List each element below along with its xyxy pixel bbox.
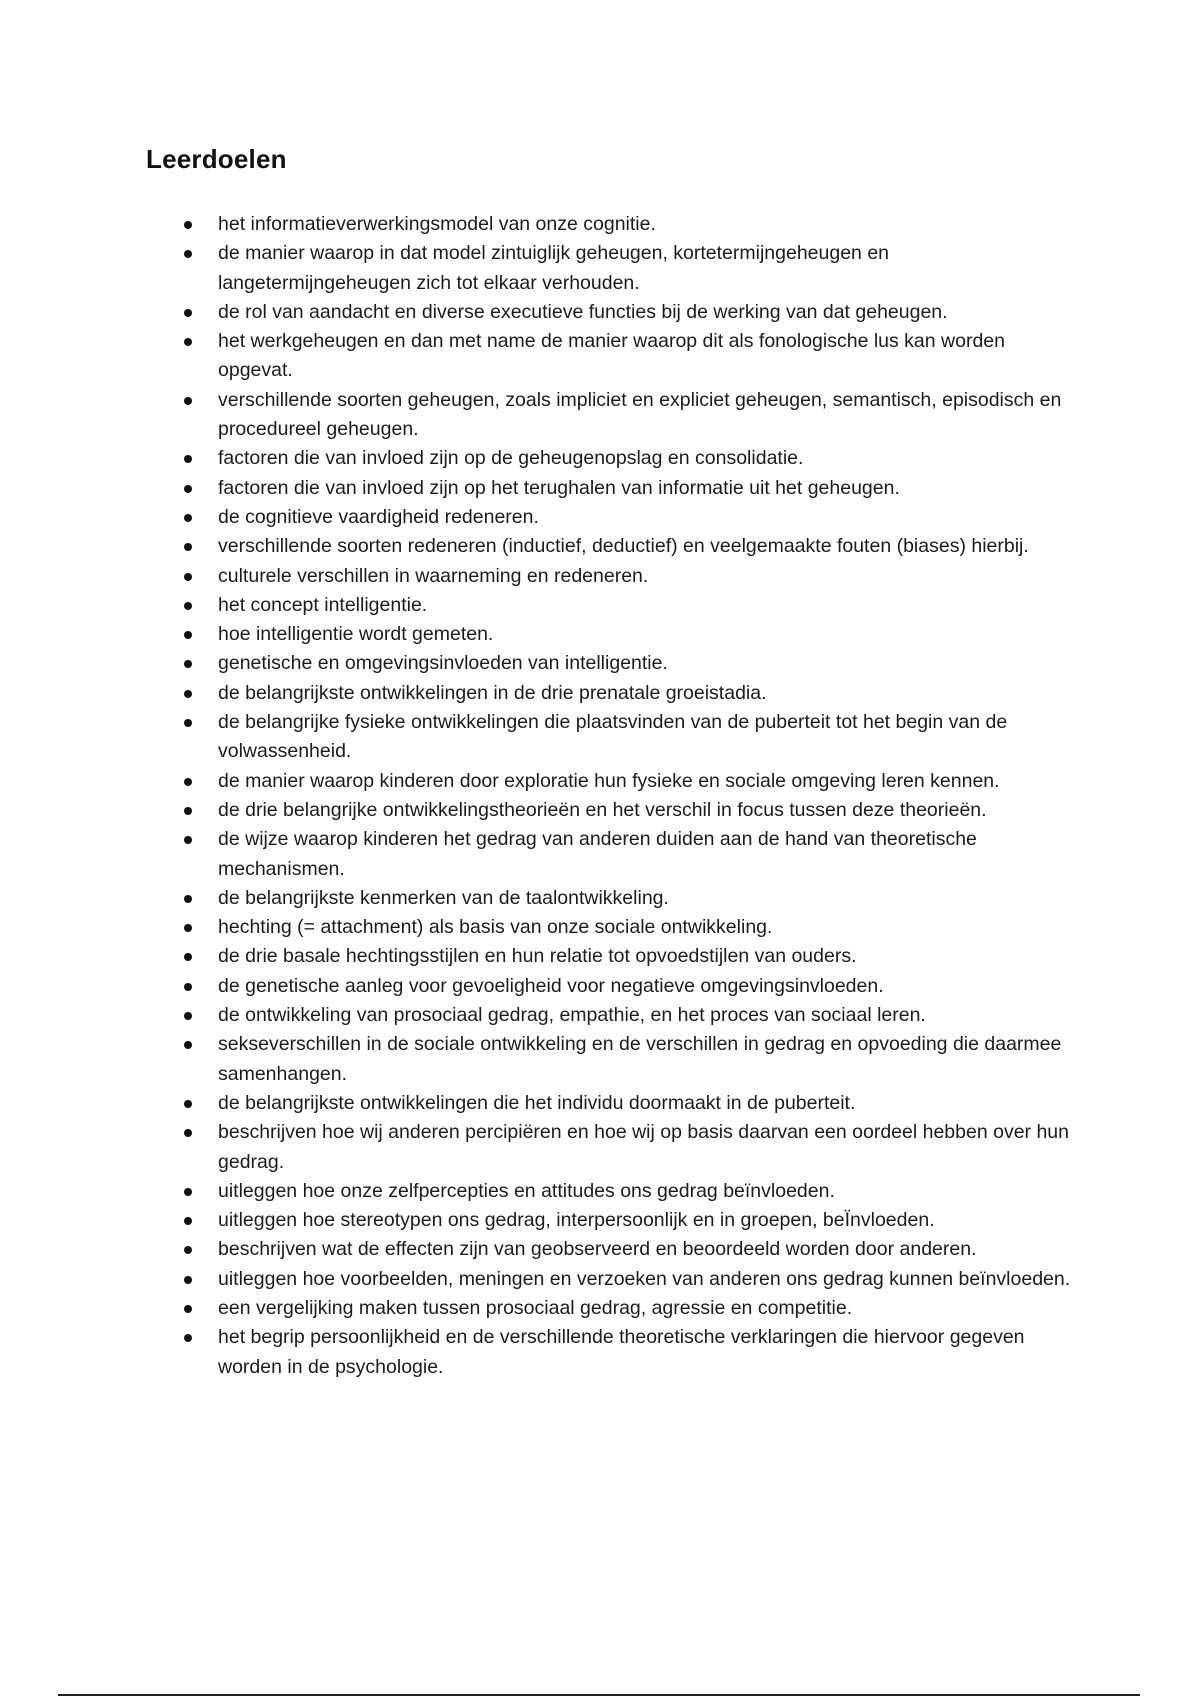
bullet-icon xyxy=(184,1041,192,1049)
list-item-text: hoe intelligentie wordt gemeten. xyxy=(218,623,494,646)
learning-objectives-list xyxy=(178,210,1078,1382)
list-item xyxy=(178,532,1078,561)
list-item xyxy=(178,474,1078,503)
list-item xyxy=(178,562,1078,591)
list-item xyxy=(178,913,1078,942)
page-heading: Leerdoelen xyxy=(146,144,287,174)
list-item-text: de wijze waarop kinderen het gedrag van anderen duiden aan de hand van theoretische mechanismen. xyxy=(218,828,977,880)
list-item-text: de belangrijkste ontwikkelingen in de drie prenatale groeistadia. xyxy=(218,681,767,704)
list-item xyxy=(178,298,1078,327)
list-item xyxy=(178,1118,1078,1177)
bullet-icon xyxy=(184,924,192,932)
list-item-text: het concept intelligentie. xyxy=(218,593,428,616)
list-item xyxy=(178,503,1078,532)
bullet-icon xyxy=(184,953,192,961)
list-item-text: de belangrijkste ontwikkelingen die het individu doormaakt in de puberteit. xyxy=(218,1091,856,1114)
list-item-text: het informatieverwerkingsmodel van onze cognitie. xyxy=(218,213,656,235)
bullet-icon xyxy=(184,397,192,405)
bullet-icon xyxy=(184,807,192,815)
list-item xyxy=(178,796,1078,825)
list-item-text: de drie belangrijke ontwikkelingstheorieën en het verschil in focus tussen deze theorieën. xyxy=(218,798,987,821)
bullet-icon xyxy=(184,514,192,522)
bullet-icon xyxy=(184,338,192,346)
list-item-text: een vergelijking maken tussen prosociaal gedrag, agressie en competitie. xyxy=(218,1296,853,1319)
list-item-text: verschillende soorten geheugen, zoals impliciet en expliciet geheugen, semantisch, episodisch en procedureel geheugen. xyxy=(218,388,1062,441)
list-item xyxy=(178,825,1078,884)
list-item-text: de manier waarop kinderen door exploratie hun fysieke en sociale omgeving leren kennen. xyxy=(218,769,1000,792)
list-item xyxy=(178,444,1078,473)
bullet-icon xyxy=(184,895,192,903)
bullet-icon xyxy=(184,778,192,786)
list-item-text: de drie basale hechtingsstijlen en hun relatie tot opvoedstijlen van ouders. xyxy=(218,945,857,968)
bullet-icon xyxy=(184,543,192,551)
bullet-icon xyxy=(184,1246,192,1254)
list-item xyxy=(178,1294,1078,1323)
list-item xyxy=(178,972,1078,1001)
bullet-icon xyxy=(184,485,192,493)
list-item xyxy=(178,620,1078,649)
bullet-icon xyxy=(184,836,192,844)
list-item xyxy=(178,1265,1078,1294)
list-item xyxy=(178,708,1078,767)
list-item-text: de manier waarop in dat model zintuiglijk geheugen, kortetermijngeheugen en langetermijngeheugen zich tot elkaar verhouden. xyxy=(218,242,890,294)
list-item xyxy=(178,679,1078,708)
list-item-text: het begrip persoonlijkheid en de verschillende theoretische verklaringen die hiervoor gegeven worden in de psychologie. xyxy=(218,1326,1025,1378)
list-item xyxy=(178,386,1078,445)
bullet-icon xyxy=(184,1276,192,1284)
bullet-icon xyxy=(184,1129,192,1137)
bullet-icon xyxy=(184,1305,192,1313)
list-item-text: factoren die van invloed zijn op het terughalen van informatie uit het geheugen. xyxy=(218,476,900,499)
list-item xyxy=(178,239,1078,298)
bullet-icon xyxy=(184,690,192,698)
bullet-icon xyxy=(184,1334,192,1342)
bullet-icon xyxy=(184,660,192,668)
list-item xyxy=(178,1001,1078,1030)
list-item-text: de rol van aandacht en diverse executieve functies bij de werking van dat geheugen. xyxy=(218,300,948,323)
bullet-icon xyxy=(184,631,192,639)
list-item-text: de cognitieve vaardigheid redeneren. xyxy=(218,505,539,528)
bullet-icon xyxy=(184,573,192,581)
list-item xyxy=(178,591,1078,620)
list-item-text: sekseverschillen in de sociale ontwikkeling en de verschillen in gedrag en opvoeding die daarmee samenhangen. xyxy=(218,1033,1062,1085)
list-item-text: de genetische aanleg voor gevoeligheid voor negatieve omgevingsinvloeden. xyxy=(218,974,884,997)
bullet-icon xyxy=(184,455,192,463)
list-item-text: uitleggen hoe voorbeelden, meningen en verzoeken van anderen ons gedrag kunnen beïnvloeden. xyxy=(218,1267,1071,1290)
list-item-text: het werkgeheugen en dan met name de manier waarop dit als fonologische lus kan worden opgevat. xyxy=(218,330,1005,382)
list-item-text: uitleggen hoe stereotypen ons gedrag, interpersoonlijk en in groepen, beÏnvloeden. xyxy=(218,1209,935,1232)
list-item xyxy=(178,942,1078,971)
bullet-icon xyxy=(184,250,192,258)
bullet-icon xyxy=(184,1100,192,1108)
list-item-text: culturele verschillen in waarneming en redeneren. xyxy=(218,564,649,587)
bullet-icon xyxy=(184,1188,192,1196)
list-item xyxy=(178,767,1078,796)
list-item-text: verschillende soorten redeneren (inductief, deductief) en veelgemaakte fouten (biases) hierbij. xyxy=(218,535,1029,558)
list-item xyxy=(178,1323,1078,1382)
list-item xyxy=(178,1206,1078,1235)
list-item xyxy=(178,649,1078,678)
list-item-text: hechting (= attachment) als basis van onze sociale ontwikkeling. xyxy=(218,916,773,939)
list-item xyxy=(178,1089,1078,1118)
list-item-text: de belangrijke fysieke ontwikkelingen die plaatsvinden van de puberteit tot het begin van de volwassenheid. xyxy=(218,711,1008,763)
bullet-icon xyxy=(184,1217,192,1225)
bullet-icon xyxy=(184,1012,192,1020)
bullet-icon xyxy=(184,719,192,727)
list-item xyxy=(178,1177,1078,1206)
list-item-text: factoren die van invloed zijn op de geheugenopslag en consolidatie. xyxy=(218,447,804,470)
list-item-text: beschrijven hoe wij anderen percipiëren en hoe wij op basis daarvan een oordeel hebben over hun gedrag. xyxy=(218,1121,1069,1173)
bullet-icon xyxy=(184,221,192,229)
list-item-text: uitleggen hoe onze zelfpercepties en attitudes ons gedrag beïnvloeden. xyxy=(218,1179,835,1202)
list-item-text: genetische en omgevingsinvloeden van intelligentie. xyxy=(218,652,668,675)
list-item-text: de ontwikkeling van prosociaal gedrag, empathie, en het proces van sociaal leren. xyxy=(218,1004,926,1027)
bullet-icon xyxy=(184,309,192,317)
list-item xyxy=(178,210,1078,239)
list-item xyxy=(178,1030,1078,1089)
footer-divider xyxy=(58,1694,1140,1696)
list-item xyxy=(178,884,1078,913)
list-item xyxy=(178,327,1078,386)
list-item-text: de belangrijkste kenmerken van de taalontwikkeling. xyxy=(218,886,669,909)
list-item xyxy=(178,1235,1078,1264)
bullet-icon xyxy=(184,983,192,991)
bullet-icon xyxy=(184,602,192,610)
list-item-text: beschrijven wat de effecten zijn van geobserveerd en beoordeeld worden door anderen. xyxy=(218,1238,977,1261)
